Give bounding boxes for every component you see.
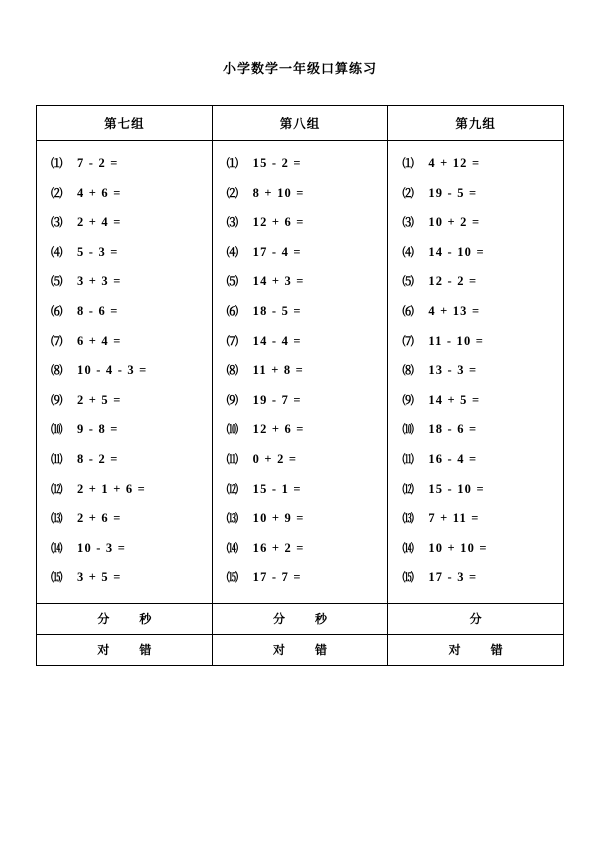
list-item bbox=[227, 386, 382, 416]
problem-expression: 5 - 3 = bbox=[77, 244, 119, 259]
time-row bbox=[37, 603, 564, 634]
list-item bbox=[402, 149, 557, 179]
problem-expression: 8 - 2 = bbox=[77, 451, 119, 466]
problem-expression: 18 - 6 = bbox=[428, 422, 478, 437]
list-item bbox=[51, 386, 206, 416]
problem-expression: 8 + 10 = bbox=[252, 185, 305, 200]
correct-label: 对 bbox=[97, 643, 110, 658]
problem-number: ⑽ bbox=[51, 424, 63, 437]
time-minute-label: 分 bbox=[272, 612, 285, 627]
problem-expression: 19 - 7 = bbox=[252, 392, 302, 407]
problem-number: ⑻ bbox=[51, 365, 63, 378]
problem-expression: 17 - 3 = bbox=[428, 570, 478, 585]
problem-number: ⒀ bbox=[402, 513, 414, 526]
list-item bbox=[402, 297, 557, 327]
list-item bbox=[227, 445, 382, 475]
list-item bbox=[51, 297, 206, 327]
list-item bbox=[51, 445, 206, 475]
list-item bbox=[402, 208, 557, 238]
wrong-label: 错 bbox=[490, 643, 503, 658]
list-item bbox=[51, 475, 206, 505]
problem-expression: 15 - 1 = bbox=[252, 481, 302, 496]
list-item bbox=[227, 534, 382, 564]
list-item bbox=[51, 208, 206, 238]
score-cell-3 bbox=[388, 634, 564, 665]
list-item bbox=[51, 504, 206, 534]
problem-expression: 12 + 6 = bbox=[252, 422, 305, 437]
problem-expression: 14 - 10 = bbox=[428, 244, 485, 259]
problem-number: ⑿ bbox=[402, 483, 414, 496]
problem-number: ⑷ bbox=[226, 246, 239, 259]
problem-expression: 12 + 6 = bbox=[252, 215, 305, 230]
problem-number: ⑵ bbox=[226, 187, 239, 200]
problem-expression: 14 - 4 = bbox=[252, 333, 302, 348]
problem-number: ⑿ bbox=[51, 483, 63, 496]
list-item bbox=[227, 149, 382, 179]
list-item bbox=[402, 386, 557, 416]
problem-list-3 bbox=[388, 149, 563, 593]
problem-expression: 7 - 2 = bbox=[77, 156, 119, 170]
list-item bbox=[51, 563, 206, 593]
table-body-row bbox=[37, 141, 564, 604]
list-item bbox=[227, 267, 382, 297]
problem-expression: 10 + 10 = bbox=[428, 540, 488, 555]
list-item bbox=[402, 563, 557, 593]
list-item bbox=[51, 179, 206, 209]
list-item bbox=[227, 208, 382, 238]
page-title: 小学数学一年级口算练习 bbox=[222, 61, 377, 76]
list-item bbox=[51, 149, 206, 179]
list-item bbox=[51, 534, 206, 564]
problem-number: ⑿ bbox=[226, 483, 239, 496]
list-item bbox=[402, 415, 557, 445]
group-header-1: 第七组 bbox=[37, 106, 213, 141]
problem-number: ⑾ bbox=[51, 453, 63, 466]
problem-number: ⑺ bbox=[402, 335, 414, 348]
problem-number: ⑾ bbox=[402, 453, 414, 466]
problem-expression: 6 + 4 = bbox=[77, 333, 122, 348]
problem-expression: 2 + 6 = bbox=[77, 511, 122, 526]
problem-number: ⑼ bbox=[51, 394, 63, 407]
problem-expression: 19 - 5 = bbox=[428, 185, 478, 200]
problem-expression: 18 - 5 = bbox=[252, 303, 302, 318]
problem-number: ⑴ bbox=[402, 158, 414, 170]
problem-expression: 8 - 6 = bbox=[77, 303, 119, 318]
problem-number: ⑵ bbox=[51, 187, 63, 200]
list-item bbox=[227, 327, 382, 357]
problem-list-2 bbox=[213, 149, 388, 593]
list-item bbox=[227, 504, 382, 534]
problem-expression: 2 + 1 + 6 = bbox=[77, 481, 146, 496]
time-second-label: 秒 bbox=[314, 612, 327, 627]
problem-expression: 4 + 12 = bbox=[428, 156, 481, 170]
problem-expression: 15 - 2 = bbox=[252, 156, 302, 170]
problem-expression: 3 + 3 = bbox=[77, 274, 122, 289]
list-item bbox=[227, 475, 382, 505]
problem-number: ⑻ bbox=[402, 365, 414, 378]
problem-expression: 11 + 8 = bbox=[252, 363, 304, 378]
problem-expression: 16 + 2 = bbox=[252, 540, 305, 555]
time-cell-3 bbox=[388, 603, 564, 634]
list-item bbox=[227, 238, 382, 268]
list-item bbox=[227, 179, 382, 209]
problem-number: ⒂ bbox=[402, 572, 414, 585]
time-second-label: 秒 bbox=[139, 612, 152, 627]
problem-number: ⑶ bbox=[402, 217, 414, 230]
problem-number: ⑾ bbox=[226, 453, 239, 466]
group-header-2: 第八组 bbox=[212, 106, 388, 141]
problem-number: ⑼ bbox=[402, 394, 414, 407]
problem-number: ⒁ bbox=[51, 542, 63, 555]
problem-list-1 bbox=[37, 149, 212, 593]
problem-number: ⒂ bbox=[51, 572, 63, 585]
problem-expression: 11 - 10 = bbox=[428, 333, 485, 348]
problem-expression: 16 - 4 = bbox=[428, 451, 478, 466]
problem-number: ⑽ bbox=[402, 424, 414, 437]
group-column-2 bbox=[212, 141, 388, 604]
problem-expression: 14 + 3 = bbox=[252, 274, 305, 289]
time-cell-1 bbox=[37, 603, 213, 634]
score-cell-1 bbox=[37, 634, 213, 665]
problem-expression: 17 - 4 = bbox=[252, 244, 302, 259]
list-item bbox=[51, 356, 206, 386]
problem-expression: 10 + 2 = bbox=[428, 215, 481, 230]
group-column-3 bbox=[388, 141, 564, 604]
table-header-row bbox=[37, 106, 564, 141]
problem-number: ⑹ bbox=[226, 305, 239, 318]
problem-expression: 4 + 6 = bbox=[77, 185, 122, 200]
problem-expression: 15 - 10 = bbox=[428, 481, 485, 496]
problem-number: ⑽ bbox=[226, 424, 239, 437]
problem-expression: 13 - 3 = bbox=[428, 363, 478, 378]
correct-label: 对 bbox=[448, 643, 461, 658]
list-item bbox=[227, 297, 382, 327]
problem-number: ⑸ bbox=[402, 276, 414, 289]
list-item bbox=[227, 563, 382, 593]
list-item bbox=[402, 267, 557, 297]
problem-number: ⑹ bbox=[402, 305, 414, 318]
list-item bbox=[227, 415, 382, 445]
problem-expression: 0 + 2 = bbox=[252, 451, 298, 466]
list-item bbox=[402, 179, 557, 209]
problem-number: ⑸ bbox=[226, 276, 239, 289]
problem-expression: 4 + 13 = bbox=[428, 303, 481, 318]
problem-number: ⑺ bbox=[226, 335, 239, 348]
problem-number: ⑶ bbox=[51, 217, 63, 230]
problem-number: ⒂ bbox=[226, 572, 239, 585]
list-item bbox=[51, 327, 206, 357]
problem-number: ⑸ bbox=[51, 276, 63, 289]
correct-label: 对 bbox=[272, 643, 285, 658]
time-minute-label: 分 bbox=[469, 612, 482, 627]
list-item bbox=[402, 356, 557, 386]
group-header-3: 第九组 bbox=[388, 106, 564, 141]
problem-expression: 14 + 5 = bbox=[428, 392, 481, 407]
problem-number: ⑼ bbox=[226, 394, 239, 407]
list-item bbox=[51, 415, 206, 445]
problem-number: ⒀ bbox=[226, 513, 239, 526]
list-item bbox=[402, 504, 557, 534]
problem-expression: 10 - 3 = bbox=[77, 540, 127, 555]
list-item bbox=[402, 534, 557, 564]
problem-number: ⑶ bbox=[226, 217, 239, 230]
problem-number: ⑴ bbox=[226, 158, 239, 170]
time-cell-2 bbox=[212, 603, 388, 634]
time-minute-label: 分 bbox=[97, 612, 110, 627]
problem-expression: 17 - 7 = bbox=[252, 570, 302, 585]
problem-number: ⑹ bbox=[51, 305, 63, 318]
group-column-1 bbox=[37, 141, 213, 604]
list-item bbox=[51, 267, 206, 297]
problem-expression: 12 - 2 = bbox=[428, 274, 478, 289]
problem-number: ⑺ bbox=[51, 335, 63, 348]
problem-number: ⑻ bbox=[226, 365, 239, 378]
problem-number: ⒀ bbox=[51, 513, 63, 526]
wrong-label: 错 bbox=[139, 643, 152, 658]
problem-expression: 9 - 8 = bbox=[77, 422, 119, 437]
list-item bbox=[402, 445, 557, 475]
list-item bbox=[227, 356, 382, 386]
score-cell-2 bbox=[212, 634, 388, 665]
score-row bbox=[37, 634, 564, 665]
problem-expression: 10 - 4 - 3 = bbox=[77, 363, 148, 378]
practice-table bbox=[36, 105, 564, 666]
list-item bbox=[402, 238, 557, 268]
problem-expression: 3 + 5 = bbox=[77, 570, 122, 585]
problem-expression: 10 + 9 = bbox=[252, 511, 305, 526]
problem-number: ⑵ bbox=[402, 187, 414, 200]
problem-expression: 2 + 5 = bbox=[77, 392, 122, 407]
problem-expression: 7 + 11 = bbox=[428, 511, 480, 526]
list-item bbox=[51, 238, 206, 268]
problem-number: ⑷ bbox=[402, 246, 414, 259]
problem-number: ⑷ bbox=[51, 246, 63, 259]
wrong-label: 错 bbox=[314, 643, 327, 658]
list-item bbox=[402, 327, 557, 357]
problem-number: ⒁ bbox=[402, 542, 414, 555]
problem-number: ⑴ bbox=[51, 158, 63, 170]
list-item bbox=[402, 475, 557, 505]
problem-expression: 2 + 4 = bbox=[77, 215, 122, 230]
problem-number: ⒁ bbox=[226, 542, 239, 555]
